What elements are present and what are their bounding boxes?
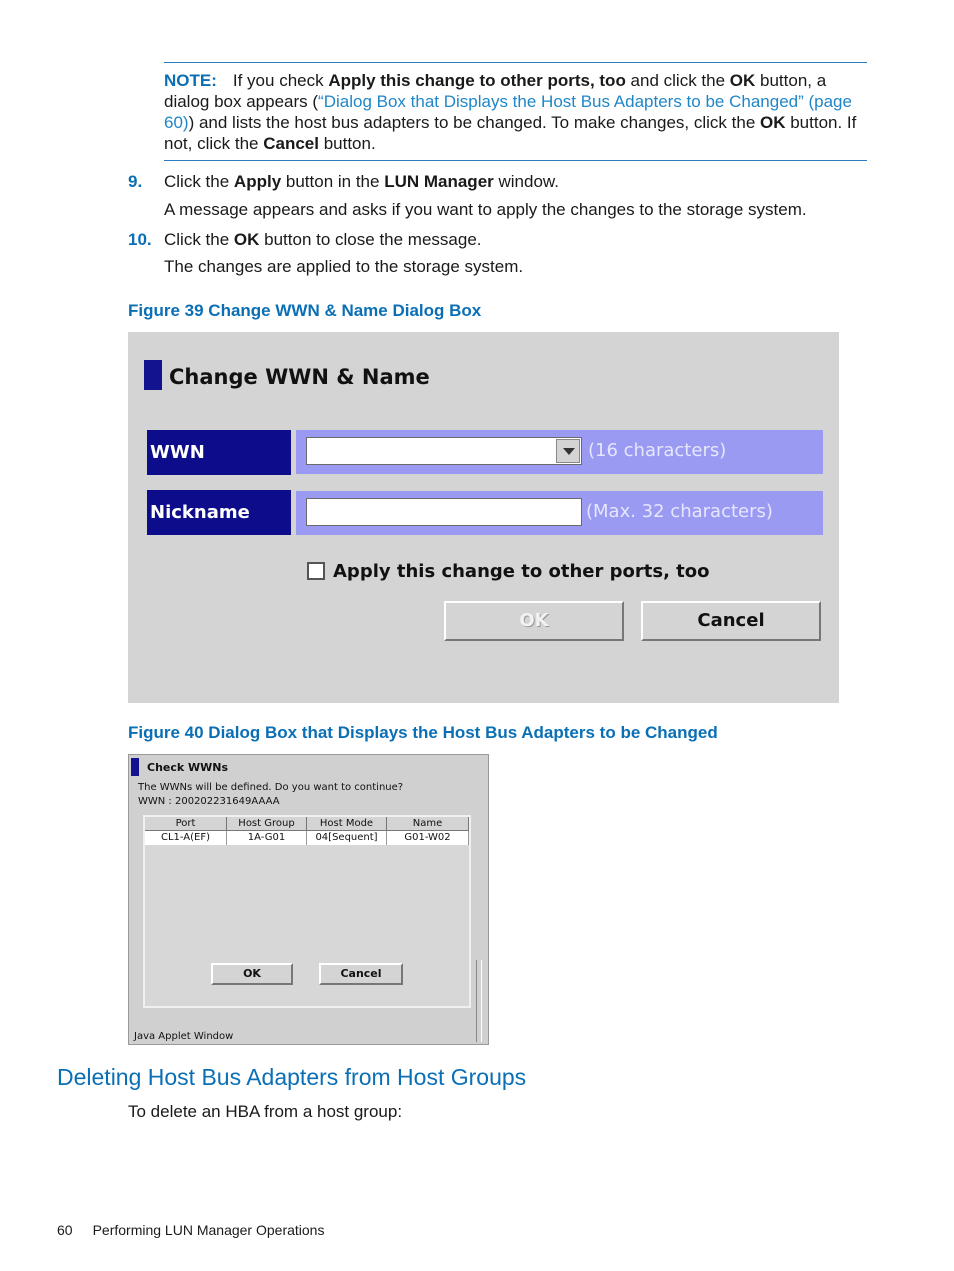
wwn-hint: (16 characters) bbox=[588, 440, 727, 461]
step-text-part: Click the bbox=[164, 172, 234, 191]
column-header-name[interactable]: Name bbox=[387, 817, 469, 831]
step-number: 9. bbox=[128, 172, 143, 191]
divider bbox=[476, 960, 482, 1042]
column-header-host-mode[interactable]: Host Mode bbox=[307, 817, 387, 831]
apply-other-ports-label: Apply this change to other ports, too bbox=[333, 561, 710, 582]
change-wwn-dialog bbox=[128, 332, 839, 703]
dialog-title: Check WWNs bbox=[147, 761, 229, 774]
ok-button[interactable]: OK bbox=[211, 963, 293, 985]
chevron-down-icon[interactable] bbox=[556, 439, 580, 463]
figure-40-caption: Figure 40 Dialog Box that Displays the Host Bus Adapters to be Changed bbox=[128, 723, 718, 742]
step-text-part: window. bbox=[493, 172, 559, 191]
wwn-line: WWN : 200202231649AAAA bbox=[138, 796, 280, 807]
ok-button[interactable]: OK bbox=[444, 601, 624, 641]
step-bold-lun-manager: LUN Manager bbox=[384, 172, 494, 191]
note-block bbox=[164, 62, 867, 161]
note-text: If you check bbox=[232, 71, 329, 90]
section-heading: Deleting Host Bus Adapters from Host Groups bbox=[57, 1064, 527, 1090]
column-header-port[interactable]: Port bbox=[145, 817, 227, 831]
check-wwns-dialog bbox=[128, 754, 489, 1045]
note-crossref-link[interactable]: “Dialog Box that Displays the Host Bus Adapters to be Changed” (page 60) bbox=[164, 92, 852, 132]
step-text-part: Click the bbox=[164, 230, 234, 249]
table-cell-host-mode[interactable]: 04[Sequent] bbox=[307, 831, 387, 845]
chapter-title: Performing LUN Manager Operations bbox=[92, 1222, 325, 1238]
table-cell-host-group[interactable]: 1A-G01 bbox=[227, 831, 307, 845]
confirm-message: The WWNs will be defined. Do you want to continue? bbox=[138, 782, 404, 793]
cancel-button[interactable]: Cancel bbox=[319, 963, 403, 985]
nickname-hint: (Max. 32 characters) bbox=[586, 501, 773, 522]
title-marker bbox=[144, 360, 162, 390]
step-detail: The changes are applied to the storage system. bbox=[164, 257, 524, 276]
title-marker bbox=[131, 758, 139, 776]
wwn-label: WWN bbox=[147, 430, 291, 475]
note-text: and click the bbox=[625, 71, 730, 90]
hba-table bbox=[143, 815, 471, 1008]
note-label: NOTE: bbox=[164, 71, 217, 90]
step-bold-apply: Apply bbox=[233, 172, 282, 191]
note-bold-cancel: Cancel bbox=[263, 134, 319, 153]
dialog-title: Change WWN & Name bbox=[169, 365, 430, 389]
note-bold-ok: OK bbox=[729, 71, 756, 90]
applet-footer: Java Applet Window bbox=[134, 1031, 234, 1042]
nickname-row bbox=[296, 491, 823, 535]
wwn-row bbox=[296, 430, 823, 474]
step-bold-ok: OK bbox=[233, 230, 260, 249]
step-text bbox=[164, 171, 559, 192]
table-cell-name[interactable]: G01-W02 bbox=[387, 831, 469, 845]
apply-other-ports-checkbox[interactable] bbox=[307, 562, 325, 580]
nickname-input[interactable] bbox=[306, 498, 582, 526]
column-header-host-group[interactable]: Host Group bbox=[227, 817, 307, 831]
note-text: button, a dialog box appears ( bbox=[164, 71, 827, 111]
step-text-part: button to close the message. bbox=[259, 230, 482, 249]
nickname-label: Nickname bbox=[147, 490, 291, 535]
page-footer bbox=[57, 1222, 324, 1238]
step-detail: A message appears and asks if you want to apply the changes to the storage system. bbox=[164, 200, 807, 219]
step-number: 10. bbox=[128, 230, 152, 249]
cancel-button[interactable]: Cancel bbox=[641, 601, 821, 641]
note-text: ) and lists the host bus adapters to be changed. To make changes, click the bbox=[188, 113, 760, 132]
note-bold-apply: Apply this change to other ports, too bbox=[328, 71, 626, 90]
step-text bbox=[164, 229, 482, 250]
note-text: button. If not, click the bbox=[164, 113, 857, 153]
table-cell-port[interactable]: CL1-A(EF) bbox=[145, 831, 227, 845]
note-text: button. bbox=[318, 134, 376, 153]
section-intro: To delete an HBA from a host group: bbox=[128, 1102, 403, 1121]
note-bold-ok-2: OK bbox=[760, 113, 786, 132]
page-number: 60 bbox=[57, 1222, 73, 1238]
wwn-combobox[interactable] bbox=[306, 437, 582, 465]
step-text-part: button in the bbox=[281, 172, 385, 191]
figure-39-caption: Figure 39 Change WWN & Name Dialog Box bbox=[128, 301, 482, 320]
